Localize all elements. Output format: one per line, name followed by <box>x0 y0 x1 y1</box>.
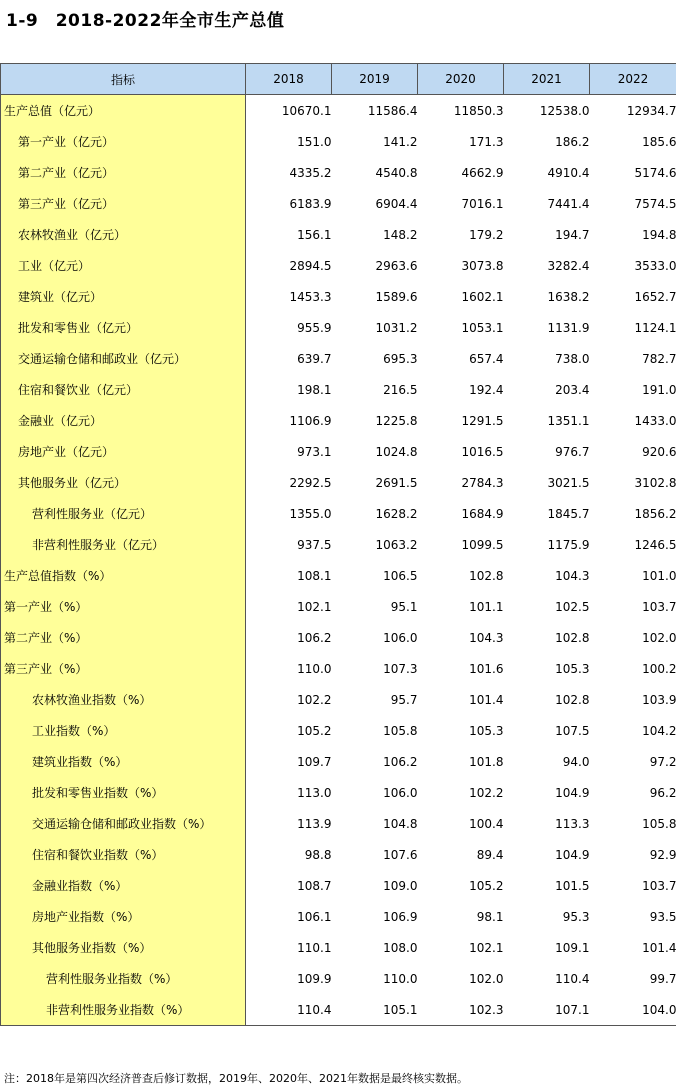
value-cell-2021: 113.3 <box>555 816 590 831</box>
value-cell-2020: 179.2 <box>469 227 504 242</box>
value-cell-2019: 1063.2 <box>375 537 418 552</box>
row-label: 住宿和餐饮业指数（%） <box>32 848 164 862</box>
row-label-cell <box>1 219 246 250</box>
value-cell-2022: 5174.6 <box>634 165 676 180</box>
value-cell-2020: 192.4 <box>469 382 504 397</box>
value-cell-2020: 1053.1 <box>461 320 504 335</box>
value-cell-2022: 105.8 <box>642 816 676 831</box>
value-cell-2021: 1351.1 <box>547 413 590 428</box>
table-row <box>1 405 676 436</box>
row-label-cell <box>1 188 246 219</box>
value-cell-2020: 98.1 <box>476 909 504 924</box>
table-row <box>1 95 676 127</box>
value-cell-2020: 1016.5 <box>461 444 504 459</box>
table-row <box>1 808 676 839</box>
row-label: 生产总值（亿元） <box>4 104 101 118</box>
row-label: 房地产业指数（%） <box>32 910 140 924</box>
row-label: 金融业指数（%） <box>32 879 128 893</box>
row-label-cell <box>1 870 246 901</box>
value-cell-2021: 107.1 <box>504 994 590 1026</box>
row-label: 非营利性服务业（亿元） <box>32 538 165 552</box>
row-label-cell <box>1 436 246 467</box>
row-label-cell <box>1 312 246 343</box>
value-cell-2019: 106.0 <box>383 630 418 645</box>
table-row <box>1 653 676 684</box>
row-label: 第二产业（亿元） <box>18 166 115 180</box>
value-cell-2020: 102.1 <box>469 940 504 955</box>
row-label-cell <box>1 777 246 808</box>
value-cell-2018: 108.7 <box>297 878 332 893</box>
value-cell-2021: 104.9 <box>555 847 590 862</box>
row-label: 农林牧渔业指数（%） <box>32 693 152 707</box>
value-cell-2018: 973.1 <box>297 444 332 459</box>
value-cell-2021: 101.5 <box>555 878 590 893</box>
value-cell-2022: 101.4 <box>642 940 676 955</box>
value-cell-2021: 94.0 <box>562 754 590 769</box>
row-label: 交通运输仓储和邮政业（亿元） <box>18 352 187 366</box>
table-row <box>1 312 676 343</box>
value-cell-2019: 109.0 <box>383 878 418 893</box>
value-cell-2021: 107.5 <box>555 723 590 738</box>
row-label-cell <box>1 560 246 591</box>
table-row <box>1 374 676 405</box>
value-cell-2022: 101.0 <box>642 568 676 583</box>
value-cell-2019: 106.2 <box>383 754 418 769</box>
value-cell-2020: 101.4 <box>469 692 504 707</box>
table-row <box>1 560 676 591</box>
table-row <box>1 498 676 529</box>
value-cell-2018: 1106.9 <box>289 413 332 428</box>
row-label-cell <box>1 901 246 932</box>
table-row <box>1 529 676 560</box>
value-cell-2020: 101.1 <box>469 599 504 614</box>
value-cell-2020: 1684.9 <box>461 506 504 521</box>
table-row <box>1 870 676 901</box>
value-cell-2021: 4910.4 <box>547 165 590 180</box>
table-row <box>1 126 676 157</box>
value-cell-2022: 782.7 <box>642 351 676 366</box>
table-row <box>1 839 676 870</box>
value-cell-2019: 2963.6 <box>375 258 418 273</box>
value-cell-2020: 102.3 <box>418 994 504 1026</box>
column-header-2021: 2021 <box>504 64 590 95</box>
value-cell-2019: 104.8 <box>383 816 418 831</box>
value-cell-2020: 101.6 <box>469 661 504 676</box>
table-row <box>1 994 676 1026</box>
value-cell-2018: 10670.1 <box>281 103 332 118</box>
value-cell-2020: 3073.8 <box>461 258 504 273</box>
table-row <box>1 684 676 715</box>
table-body <box>1 95 676 1026</box>
value-cell-2020: 7016.1 <box>461 196 504 211</box>
value-cell-2019: 1589.6 <box>375 289 418 304</box>
value-cell-2022: 3102.8 <box>634 475 676 490</box>
table-row <box>1 250 676 281</box>
row-label: 营利性服务业（亿元） <box>32 507 153 521</box>
row-label: 工业指数（%） <box>32 724 116 738</box>
row-label: 营利性服务业指数（%） <box>46 972 178 986</box>
table-row <box>1 436 676 467</box>
row-label: 批发和零售业（亿元） <box>18 321 139 335</box>
value-cell-2019: 1031.2 <box>375 320 418 335</box>
row-label-cell <box>1 529 246 560</box>
value-cell-2020: 11850.3 <box>453 103 504 118</box>
value-cell-2022: 104.2 <box>642 723 676 738</box>
row-label: 生产总值指数（%） <box>4 569 112 583</box>
value-cell-2022: 97.2 <box>649 754 676 769</box>
table-header-row <box>1 64 676 95</box>
value-cell-2019: 216.5 <box>383 382 418 397</box>
value-cell-2018: 105.2 <box>297 723 332 738</box>
table-row <box>1 901 676 932</box>
row-label: 批发和零售业指数（%） <box>32 786 164 800</box>
value-cell-2018: 2292.5 <box>289 475 332 490</box>
table-row <box>1 715 676 746</box>
row-label-cell <box>1 932 246 963</box>
row-label-cell <box>1 963 246 994</box>
table-row <box>1 932 676 963</box>
value-cell-2020: 4662.9 <box>461 165 504 180</box>
value-cell-2022: 104.0 <box>590 994 676 1026</box>
value-cell-2022: 1124.1 <box>634 320 676 335</box>
page-title: 1-9 2018-2022年全市生产总值 <box>6 11 285 31</box>
value-cell-2021: 102.8 <box>555 692 590 707</box>
value-cell-2022: 3533.0 <box>634 258 676 273</box>
value-cell-2018: 2894.5 <box>289 258 332 273</box>
value-cell-2018: 4335.2 <box>289 165 332 180</box>
value-cell-2022: 920.6 <box>642 444 676 459</box>
row-label: 其他服务业（亿元） <box>18 476 127 490</box>
value-cell-2020: 105.3 <box>469 723 504 738</box>
value-cell-2020: 102.8 <box>469 568 504 583</box>
value-cell-2018: 106.2 <box>297 630 332 645</box>
value-cell-2022: 103.7 <box>642 878 676 893</box>
value-cell-2022: 103.9 <box>642 692 676 707</box>
value-cell-2022: 103.7 <box>642 599 676 614</box>
value-cell-2022: 194.8 <box>642 227 676 242</box>
row-label-cell <box>1 126 246 157</box>
value-cell-2022: 1246.5 <box>634 537 676 552</box>
value-cell-2020: 102.2 <box>469 785 504 800</box>
row-label: 第一产业（%） <box>4 600 88 614</box>
column-header-2022: 2022 <box>590 64 676 95</box>
value-cell-2022: 7574.5 <box>634 196 676 211</box>
value-cell-2018: 1453.3 <box>289 289 332 304</box>
row-label: 交通运输仓储和邮政业指数（%） <box>32 817 212 831</box>
value-cell-2019: 6904.4 <box>375 196 418 211</box>
value-cell-2022: 191.0 <box>642 382 676 397</box>
value-cell-2019: 695.3 <box>383 351 418 366</box>
value-cell-2021: 110.4 <box>555 971 590 986</box>
value-cell-2018: 109.9 <box>297 971 332 986</box>
value-cell-2018: 110.4 <box>246 994 332 1026</box>
value-cell-2018: 106.1 <box>297 909 332 924</box>
column-header-indicator: 指标 <box>1 64 246 95</box>
row-label: 农林牧渔业（亿元） <box>18 228 127 242</box>
row-label: 第三产业（亿元） <box>18 197 115 211</box>
value-cell-2020: 171.3 <box>469 134 504 149</box>
table-row <box>1 281 676 312</box>
row-label-cell <box>1 374 246 405</box>
value-cell-2021: 104.9 <box>555 785 590 800</box>
table-row <box>1 622 676 653</box>
value-cell-2021: 186.2 <box>555 134 590 149</box>
value-cell-2021: 3282.4 <box>547 258 590 273</box>
value-cell-2022: 102.0 <box>642 630 676 645</box>
value-cell-2022: 96.2 <box>649 785 676 800</box>
value-cell-2021: 1131.9 <box>547 320 590 335</box>
value-cell-2019: 107.3 <box>383 661 418 676</box>
gdp-table <box>0 63 676 1026</box>
value-cell-2020: 89.4 <box>476 847 504 862</box>
value-cell-2018: 113.0 <box>297 785 332 800</box>
row-label-cell <box>1 250 246 281</box>
value-cell-2018: 198.1 <box>297 382 332 397</box>
footnote: 注：2018年是第四次经济普查后修订数据，2019年、2020年、2021年数据是最终核实数据。 <box>4 1072 468 1085</box>
value-cell-2019: 108.0 <box>383 940 418 955</box>
value-cell-2019: 106.0 <box>383 785 418 800</box>
row-label-cell <box>1 994 246 1026</box>
row-label: 第一产业（亿元） <box>18 135 115 149</box>
value-cell-2021: 105.3 <box>555 661 590 676</box>
value-cell-2020: 657.4 <box>469 351 504 366</box>
row-label-cell <box>1 343 246 374</box>
value-cell-2019: 95.1 <box>390 599 418 614</box>
value-cell-2021: 194.7 <box>555 227 590 242</box>
value-cell-2019: 148.2 <box>383 227 418 242</box>
row-label: 非营利性服务业指数（%） <box>46 1003 190 1017</box>
value-cell-2022: 92.9 <box>649 847 676 862</box>
value-cell-2019: 106.5 <box>383 568 418 583</box>
row-label-cell <box>1 95 246 127</box>
value-cell-2022: 185.6 <box>642 134 676 149</box>
value-cell-2020: 100.4 <box>469 816 504 831</box>
value-cell-2018: 6183.9 <box>289 196 332 211</box>
value-cell-2018: 151.0 <box>297 134 332 149</box>
table-row <box>1 219 676 250</box>
row-label: 金融业（亿元） <box>18 414 103 428</box>
value-cell-2021: 3021.5 <box>547 475 590 490</box>
row-label: 工业（亿元） <box>18 259 91 273</box>
value-cell-2020: 105.2 <box>469 878 504 893</box>
value-cell-2021: 1175.9 <box>547 537 590 552</box>
table-row <box>1 777 676 808</box>
row-label-cell <box>1 746 246 777</box>
row-label-cell <box>1 591 246 622</box>
value-cell-2022: 99.7 <box>649 971 676 986</box>
row-label-cell <box>1 839 246 870</box>
row-label-cell <box>1 808 246 839</box>
value-cell-2019: 105.1 <box>332 994 418 1026</box>
value-cell-2019: 105.8 <box>383 723 418 738</box>
value-cell-2019: 1628.2 <box>375 506 418 521</box>
value-cell-2021: 7441.4 <box>547 196 590 211</box>
value-cell-2019: 11586.4 <box>367 103 418 118</box>
row-label: 建筑业指数（%） <box>32 755 128 769</box>
row-label-cell <box>1 281 246 312</box>
value-cell-2021: 1638.2 <box>547 289 590 304</box>
row-label: 第二产业（%） <box>4 631 88 645</box>
value-cell-2019: 1225.8 <box>375 413 418 428</box>
value-cell-2022: 12934.7 <box>626 103 676 118</box>
table-row <box>1 188 676 219</box>
value-cell-2020: 2784.3 <box>461 475 504 490</box>
value-cell-2021: 102.5 <box>555 599 590 614</box>
value-cell-2021: 738.0 <box>555 351 590 366</box>
value-cell-2019: 141.2 <box>383 134 418 149</box>
value-cell-2018: 955.9 <box>297 320 332 335</box>
row-label-cell <box>1 157 246 188</box>
value-cell-2021: 104.3 <box>555 568 590 583</box>
value-cell-2021: 102.8 <box>555 630 590 645</box>
value-cell-2018: 110.1 <box>297 940 332 955</box>
value-cell-2018: 102.1 <box>297 599 332 614</box>
value-cell-2022: 1856.2 <box>634 506 676 521</box>
table-row <box>1 746 676 777</box>
value-cell-2020: 101.8 <box>469 754 504 769</box>
value-cell-2021: 976.7 <box>555 444 590 459</box>
value-cell-2018: 156.1 <box>297 227 332 242</box>
table-row <box>1 467 676 498</box>
value-cell-2020: 104.3 <box>469 630 504 645</box>
row-label: 第三产业（%） <box>4 662 88 676</box>
column-header-2020: 2020 <box>418 64 504 95</box>
value-cell-2018: 1355.0 <box>289 506 332 521</box>
row-label-cell <box>1 622 246 653</box>
row-label: 其他服务业指数（%） <box>32 941 152 955</box>
row-label-cell <box>1 405 246 436</box>
table-row <box>1 157 676 188</box>
value-cell-2022: 1652.7 <box>634 289 676 304</box>
value-cell-2018: 639.7 <box>297 351 332 366</box>
value-cell-2021: 109.1 <box>555 940 590 955</box>
value-cell-2018: 108.1 <box>297 568 332 583</box>
value-cell-2020: 1291.5 <box>461 413 504 428</box>
value-cell-2019: 1024.8 <box>375 444 418 459</box>
value-cell-2018: 113.9 <box>297 816 332 831</box>
value-cell-2019: 4540.8 <box>375 165 418 180</box>
table-row <box>1 963 676 994</box>
value-cell-2022: 1433.0 <box>634 413 676 428</box>
value-cell-2022: 100.2 <box>642 661 676 676</box>
column-header-2019: 2019 <box>332 64 418 95</box>
row-label-cell <box>1 684 246 715</box>
row-label-cell <box>1 467 246 498</box>
value-cell-2019: 95.7 <box>390 692 418 707</box>
value-cell-2020: 102.0 <box>469 971 504 986</box>
value-cell-2018: 109.7 <box>297 754 332 769</box>
value-cell-2022: 93.5 <box>649 909 676 924</box>
value-cell-2020: 1602.1 <box>461 289 504 304</box>
value-cell-2018: 102.2 <box>297 692 332 707</box>
column-header-2018: 2018 <box>246 64 332 95</box>
value-cell-2021: 95.3 <box>562 909 590 924</box>
value-cell-2021: 203.4 <box>555 382 590 397</box>
value-cell-2019: 2691.5 <box>375 475 418 490</box>
value-cell-2018: 110.0 <box>297 661 332 676</box>
table-row <box>1 343 676 374</box>
row-label: 房地产业（亿元） <box>18 445 115 459</box>
value-cell-2019: 106.9 <box>383 909 418 924</box>
row-label-cell <box>1 715 246 746</box>
row-label: 住宿和餐饮业（亿元） <box>18 383 139 397</box>
value-cell-2019: 110.0 <box>383 971 418 986</box>
row-label-cell <box>1 498 246 529</box>
value-cell-2021: 1845.7 <box>547 506 590 521</box>
value-cell-2018: 98.8 <box>304 847 332 862</box>
row-label: 建筑业（亿元） <box>18 290 103 304</box>
row-label-cell <box>1 653 246 684</box>
value-cell-2020: 1099.5 <box>461 537 504 552</box>
table-row <box>1 591 676 622</box>
value-cell-2021: 12538.0 <box>539 103 590 118</box>
value-cell-2019: 107.6 <box>383 847 418 862</box>
value-cell-2018: 937.5 <box>297 537 332 552</box>
